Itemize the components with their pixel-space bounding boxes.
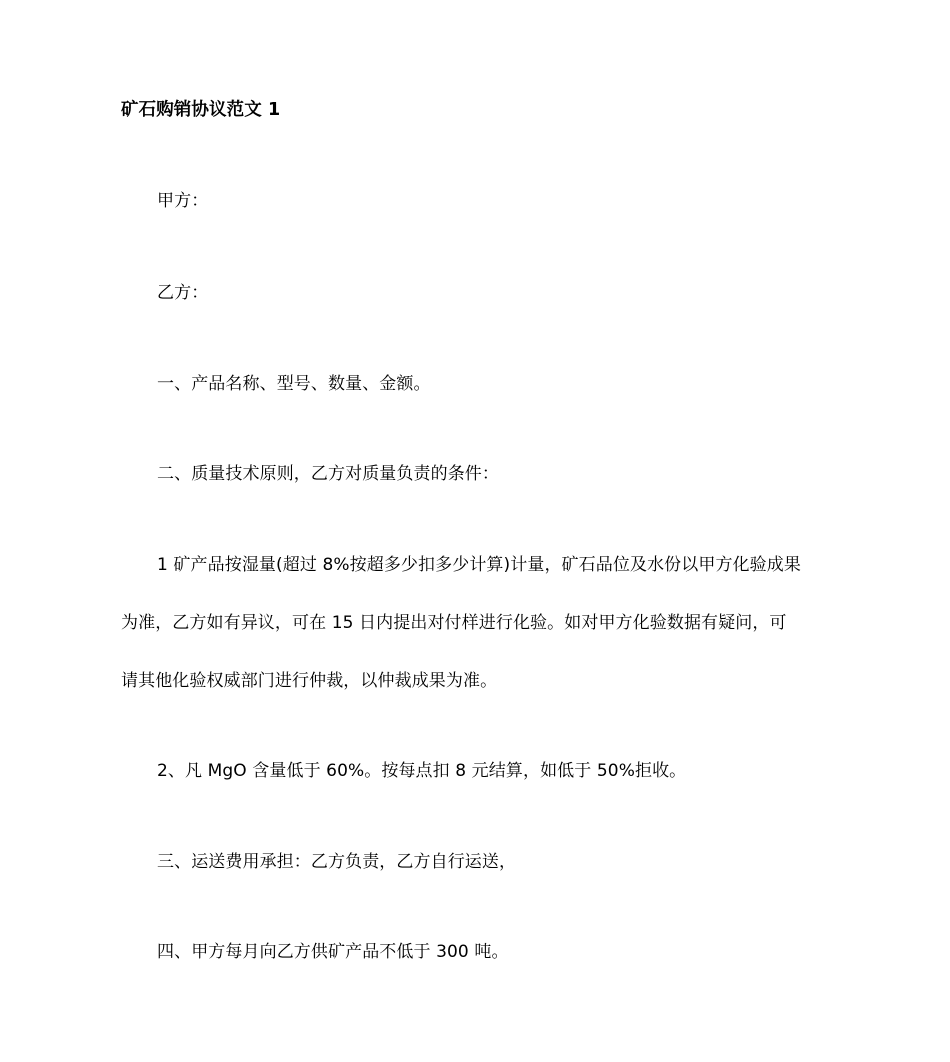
section-1-heading: 一、产品名称、型号、数量、金额。 bbox=[157, 374, 431, 394]
party-b-line: 乙方： bbox=[157, 283, 209, 303]
party-a-line: 甲方： bbox=[157, 191, 209, 211]
section-4-heading: 四、甲方每月向乙方供矿产品不低于 300 吨。 bbox=[157, 942, 509, 962]
clause-2: 2、凡 MgO 含量低于 60%。按每点扣 8 元结算，如低于 50%拒收。 bbox=[157, 761, 687, 781]
clause-1-line-3: 请其他化验权威部门进行仲裁，以仲裁成果为准。 bbox=[121, 671, 498, 691]
section-2-heading: 二、质量技术原则，乙方对质量负责的条件： bbox=[157, 464, 499, 484]
document-title: 矿石购销协议范文 1 bbox=[121, 100, 281, 120]
clause-1-line-2: 为准，乙方如有异议，可在 15 日内提出对付样进行化验。如对甲方化验数据有疑问，可 bbox=[121, 613, 787, 633]
section-3-heading: 三、运送费用承担：乙方负责，乙方自行运送， bbox=[157, 852, 517, 872]
clause-1-line-1: 1 矿产品按湿量(超过 8%按超多少扣多少计算)计量，矿石品位及水份以甲方化验成果 bbox=[157, 555, 801, 575]
